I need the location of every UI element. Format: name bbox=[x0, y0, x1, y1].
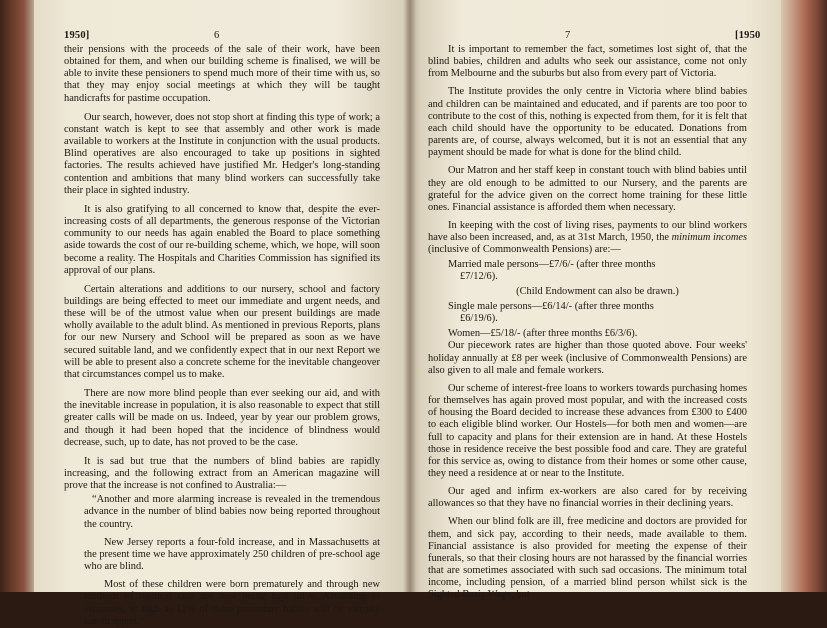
paragraph: There are now more blind people than ever seeking our aid, and with the inevitable increase in population, it is also reasonable to expect that still greater calls will be made on us. Indeed, year by year our problem grows, and though it had been hoped that the incidence of blindness would decrease, such, up to date, has not proved to be the case. bbox=[64, 388, 380, 448]
right-page-body bbox=[428, 44, 747, 602]
rate-subline: £7/12/6). bbox=[460, 270, 498, 282]
right-page-year: [1950 bbox=[735, 30, 761, 41]
paragraph: It is also gratifying to all concerned to know that, despite the ever-increasing costs of all departments, the generous response of the Victorian community to our needs has again enabled the Board to place something aside towards the cost of our re-building scheme, which, we hope, will soon become a reality. The Hospitals and Charities Commission has signified its approval of our plans. bbox=[64, 203, 380, 276]
paragraph: It is important to remember the fact, sometimes lost sight of, that the blind babies, children and adults who seek our assistance, come not only from Melbourne and the suburbs but also from every part of Victoria. bbox=[428, 44, 747, 80]
rate-line: Single male persons—£6/14/- (after three months bbox=[448, 300, 654, 312]
rate-subline: £6/19/6). bbox=[460, 313, 498, 325]
quote-paragraph: “Another and more alarming increase is revealed in the tremendous advance in the number of blind babies now being reported throughout the country. bbox=[84, 494, 380, 530]
right-page-number: 7 bbox=[565, 30, 571, 41]
paragraph: Certain alterations and additions to our nursery, school and factory buildings are being effected to meet our immediate and urgent needs, and these will be of the utmost value when our present buildings are made wholly available to the adult blind. As mentioned in previous Reports, plans for our new Nursery and School will be prepared as soon as we have secured suitable land, and we confidently expect that in our next Report we will be able to present also a concrete scheme for the inevitable changeover that circumstances compel us to make. bbox=[64, 283, 381, 380]
married-rate bbox=[428, 259, 747, 283]
single-rate bbox=[428, 301, 747, 325]
paragraph-text: (inclusive of Commonwealth Pensions) are:— bbox=[428, 244, 621, 256]
paragraph-text: In keeping with the cost of living rises, payments to our blind workers have also been increased, and, as at 31st March, 1950, the bbox=[428, 220, 747, 244]
paragraph: Our Matron and her staff keep in constant touch with blind babies until they are old enough to be admitted to our Nursery, and the parents are grateful for the advice given on the correct home training for these little ones. Financial assistance is afforded them when necessary. bbox=[428, 165, 747, 213]
quote-paragraph: Most of these children were born prematurely and through new methods of medical care are now being kept alive. According to estimates, as high as 12% of these premature babies will be visually handicapped.” bbox=[84, 579, 380, 627]
right-page bbox=[410, 0, 781, 601]
book-gutter bbox=[404, 0, 416, 592]
women-rate: Women—£5/18/- (after three months £6/3/6). bbox=[448, 328, 638, 340]
paragraph: When our blind folk are ill, free medicine and doctors are provided for them, and sick pay, according to their needs, made available to them. Financial assistance is also provided for meeting the expense of their funerals, so that their closing hours are not harassed by the financial worries that are sometimes associated with such sad occasions. The minimum total income, including pension, of a married blind person whilst sick is the Sighted Basic Wage, but bbox=[428, 516, 747, 601]
paragraph: Our aged and infirm ex-workers are also cared for by receiving allowances so that they have no financial worries in their declining years. bbox=[428, 486, 747, 510]
paragraph: Our piecework rates are higher than those quoted above. Four weeks' holiday annually at £8 per week (inclusive of Commonwealth Pensions) are also given to all male and female workers. bbox=[428, 340, 747, 376]
paragraph: their pensions with the proceeds of the sale of their work, have been obtained for them, and when our building scheme is finalised, we will be able to invite these pensioners to spend much more of their time with us, so that they may enjoy social meetings at which they will be taught handicrafts for pastime occupation. bbox=[64, 44, 380, 104]
child-endowment-note: (Child Endowment can also be drawn.) bbox=[516, 285, 679, 297]
emphasis-text: minimum incomes bbox=[671, 232, 747, 244]
quote-paragraph: New Jersey reports a four-fold increase, and in Massachusetts at the present time we have approximately 250 children of pre-school age who are blind. bbox=[84, 536, 380, 573]
paragraph: Our search, however, does not stop short at finding this type of work; a constant watch is kept to see that assembly and other work is made available to workers at the Institute in conjunction with the usual products. Blind operatives are also encouraged to take up positions in sighted factories. The results achieved have justified Mr. Hedger's long-standing contention and ambitions that many blind workers can successfully take their place in sighted industry. bbox=[64, 111, 380, 196]
left-page bbox=[34, 0, 410, 627]
paragraph: Our scheme of interest-free loans to workers towards purchasing homes for themselves has again proved most popular, and with the increased costs of housing the Board decided to increase these advances from £300 to £400 to each eligible blind worker. Our Hostels—for both men and women—are full to capacity and plans for their extension are in hand. At these Hostels those in residence receive the best possible food and care. They are grateful for this service as, owing to distance from their homes or some other cause, they need a residence at or near to the Institute. bbox=[428, 382, 747, 479]
paragraph: It is sad but true that the numbers of blind babies are rapidly increasing, and the following extract from an American magazine will prove that the increase is not confined to Australia:— bbox=[64, 455, 380, 492]
left-page-number: 6 bbox=[214, 30, 220, 41]
left-book-edge bbox=[0, 0, 34, 592]
paragraph: The Institute provides the only centre in Victoria where blind babies and children can be maintained and educated, and if parents are too poor to contribute to the cost of this, nothing is expected from them, for it is felt that each child should have the opportunity to be educated. Donations from parents are, of course, always welcomed, but it is not an essential that any payment should be made for what is done for the blind child. bbox=[428, 86, 747, 159]
rate-line: Married male persons—£7/6/- (after three months bbox=[448, 258, 656, 270]
left-page-year: 1950] bbox=[64, 30, 90, 41]
right-book-edge bbox=[781, 0, 827, 592]
left-page-body bbox=[64, 44, 380, 628]
paragraph bbox=[428, 220, 747, 256]
